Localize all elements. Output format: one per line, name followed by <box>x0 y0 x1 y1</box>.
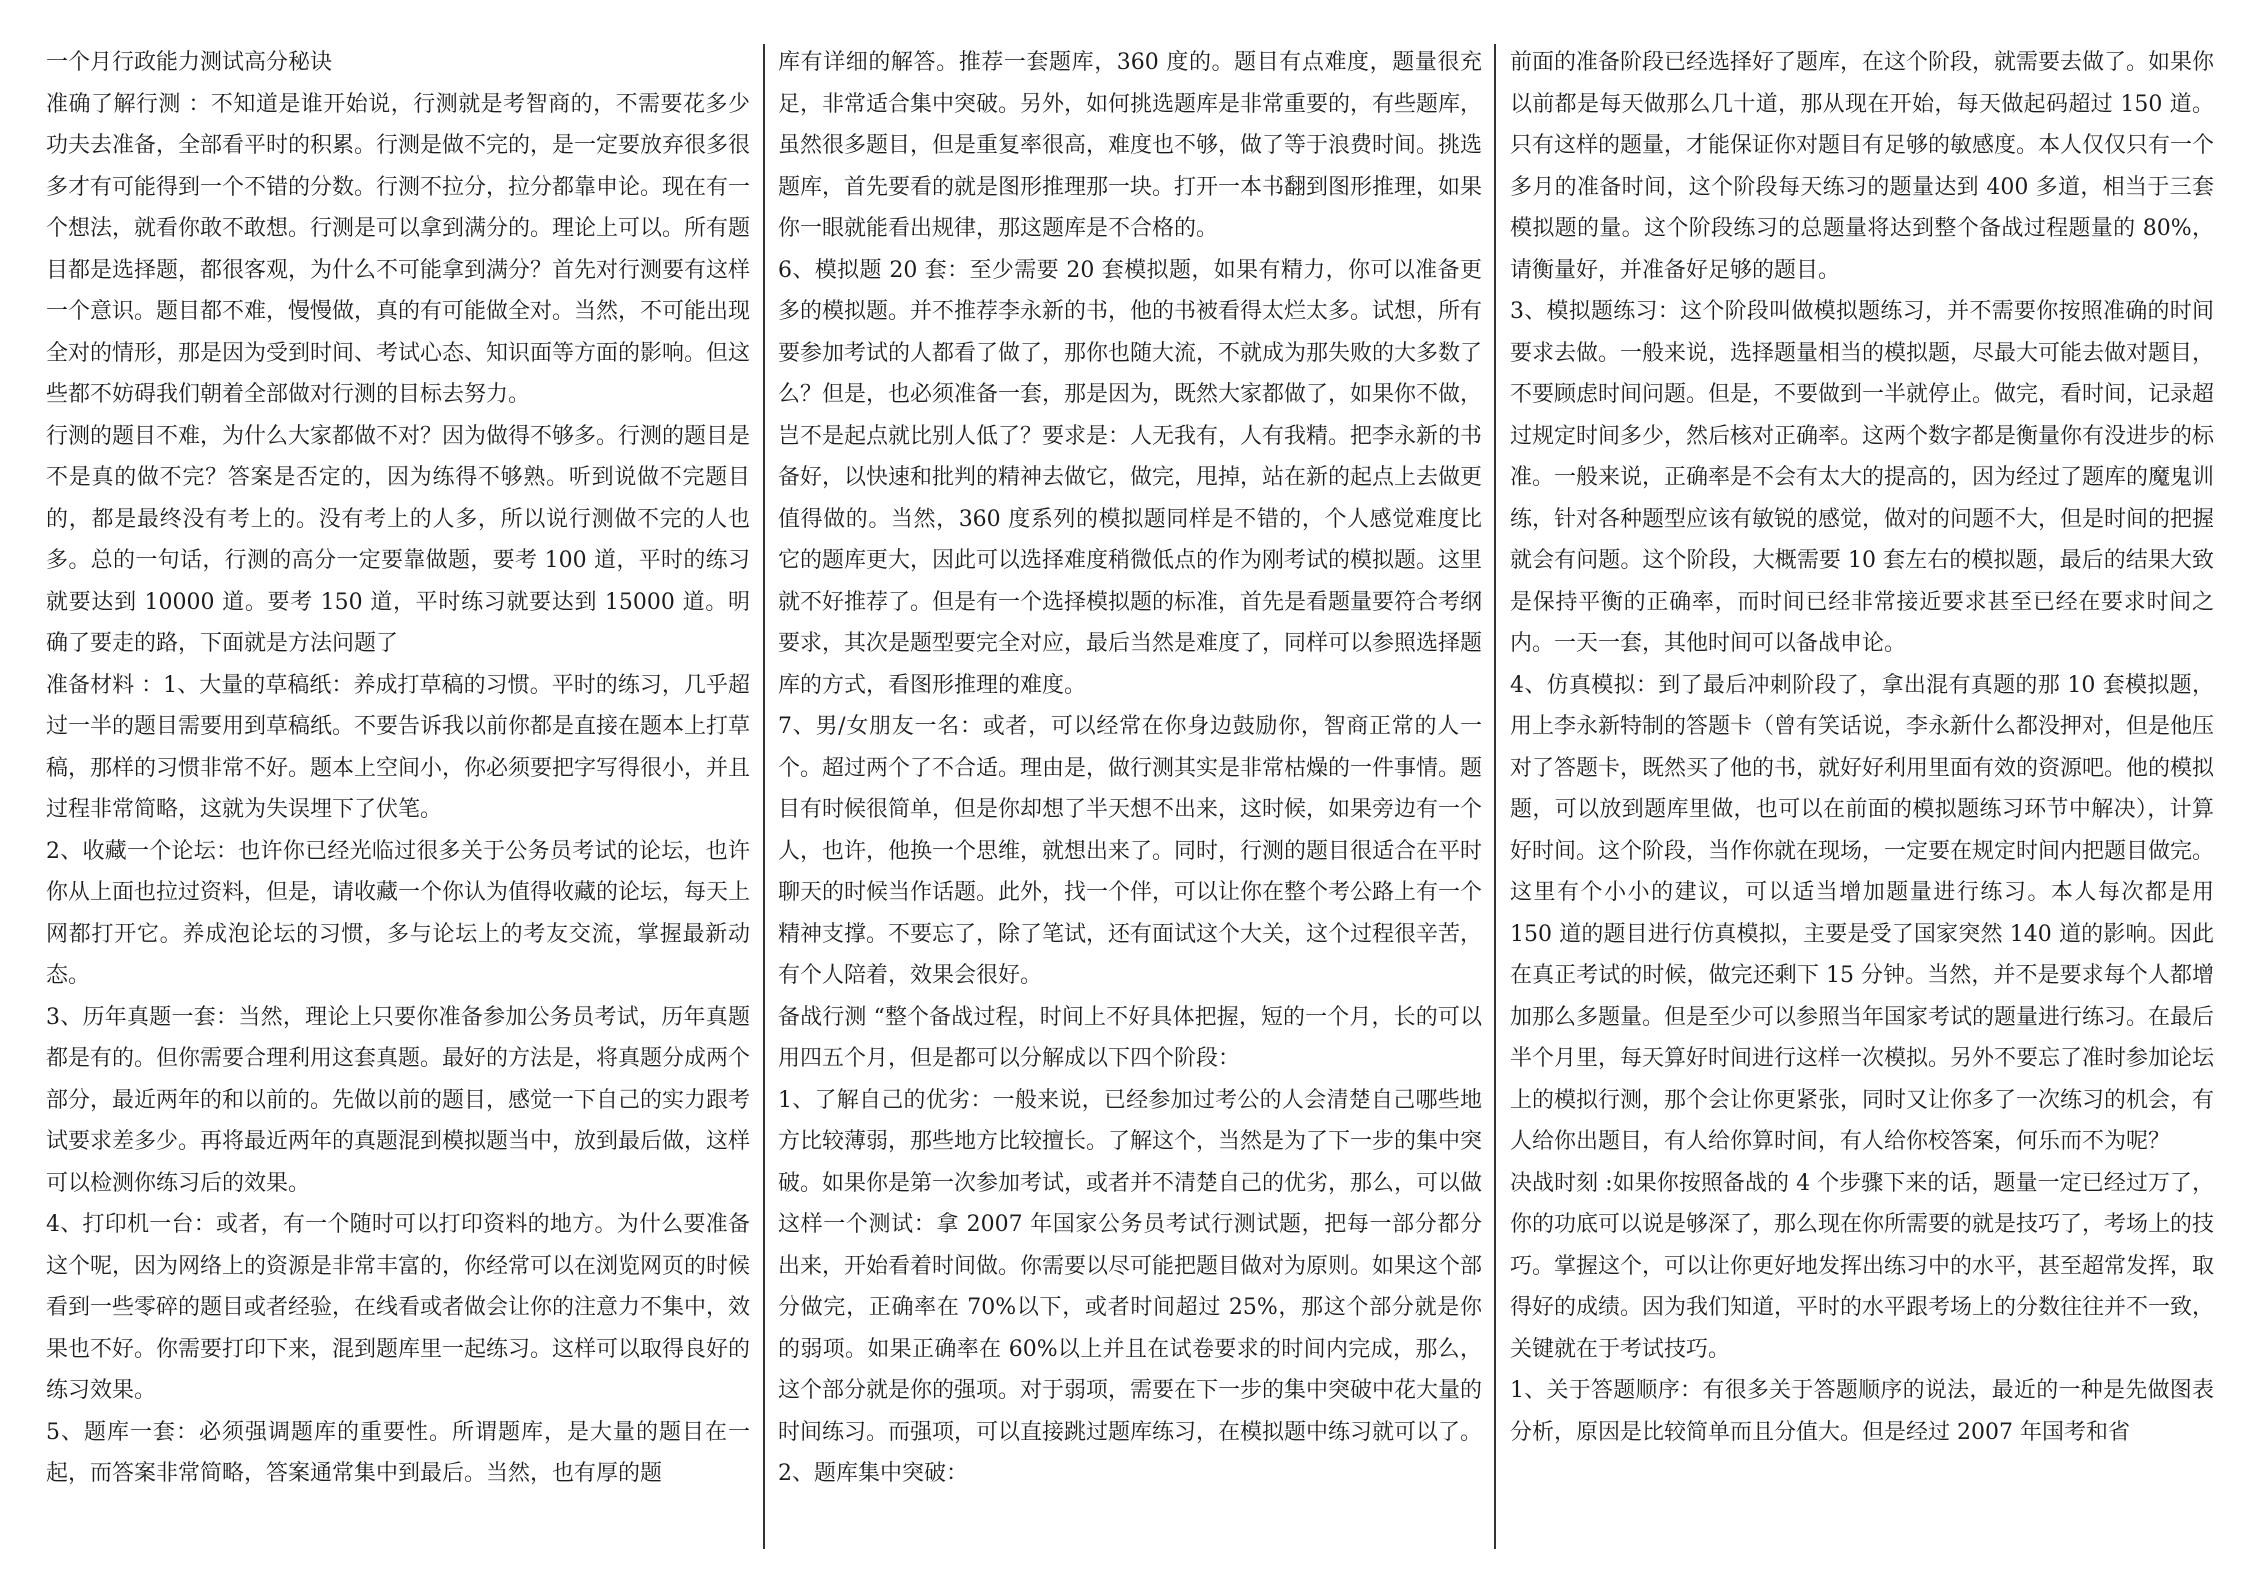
paragraph: 6、模拟题 20 套：至少需要 20 套模拟题，如果有精力，你可以准备更多的模拟题。并不推荐李永新的书，他的书被看得太烂太多。试想，所有要参加考试的人都看了做了，那你也随大流，不就成为那失败的大多数了么？但是，也必须准备一套，那是因为，既然大家都做了，如果你不做，岂不是起点就比别人低了？要求是：人无我有，人有我精。把李永新的书备好，以快速和批判的精神去做它，做完，甩掉，站在新的起点上去做更值得做的。当然，360 度系列的模拟题同样是不错的，个人感觉难度比它的题库更大，因此可以选择难度稍微低点的作为刚考试的模拟题。这里就不好推荐了。但是有一个选择模拟题的标准，首先是看题量要符合考纲要求，其次是题型要完全对应，最后当然是难度了，同样可以参照选择题库的方式，看图形推理的难度。 <box>778 257 1482 698</box>
text-column-2 <box>778 42 1482 1572</box>
text-column-3 <box>1510 42 2214 1572</box>
paragraph: 3、模拟题练习：这个阶段叫做模拟题练习，并不需要你按照准确的时间要求去做。一般来说，选择题量相当的模拟题，尽最大可能去做对题目，不要顾虑时间问题。但是，不要做到一半就停止。做完，看时间，记录超过规定时间多少，然后核对正确率。这两个数字都是衡量你有没进步的标准。一般来说，正确率是不会有太大的提高的，因为经过了题库的魔鬼训练，针对各种题型应该有敏锐的感觉，做对的问题不大，但是时间的把握就会有问题。这个阶段，大概需要 10 套左右的模拟题，最后的结果大致是保持平衡的正确率，而时间已经非常接近要求甚至已经在要求时间之内。一天一套，其他时间可以备战申论。 <box>1510 299 2214 656</box>
paragraph: 5、题库一套：必须强调题库的重要性。所谓题库，是大量的题目在一起，而答案非常简略，答案通常集中到最后。当然，也有厚的题 <box>46 1419 750 1486</box>
column-divider <box>1494 44 1496 1549</box>
paragraph: 前面的准备阶段已经选择好了题库，在这个阶段，就需要去做了。如果你以前都是每天做那么几十道，那从现在开始，每天做起码超过 150 道。只有这样的题量，才能保证你对题目有足够的敏感度。本人仅仅只有一个多月的准备时间，这个阶段每天练习的题量达到 400 多道，相当于三套模拟题的量。这个阶段练习的总题量将达到整个备战过程题量的 80%，请衡量好，并准备好足够的题目。 <box>1510 50 2214 283</box>
paragraph: 1、了解自己的优劣：一般来说，已经参加过考公的人会清楚自己哪些地方比较薄弱，那些地方比较擅长。了解这个，当然是为了下一步的集中突破。如果你是第一次参加考试，或者并不清楚自己的优劣，那么，可以做这样一个测试：拿 2007 年国家公务员考试行测试题，把每一部分都分出来，开始看着时间做。你需要以尽可能把题目做对为原则。如果这个部分做完，正确率在 70%以下，或者时间超过 25%，那这个部分就是你的弱项。如果正确率在 60%以上并且在试卷要求的时间内完成，那么，这个部分就是你的强项。对于弱项，需要在下一步的集中突破中花大量的时间练习。而强项，可以直接跳过题库练习，在模拟题中练习就可以了。2、题库集中突破： <box>778 1087 1482 1486</box>
paragraph: 1、关于答题顺序：有很多关于答题顺序的说法，最近的一种是先做图表分析，原因是比较简单而且分值大。但是经过 2007 年国考和省 <box>1510 1378 2214 1445</box>
paragraph: 库有详细的解答。推荐一套题库，360 度的。题目有点难度，题量很充足，非常适合集中突破。另外，如何挑选题库是非常重要的，有些题库，虽然很多题目，但是重复率很高，难度也不够，做了等于浪费时间。挑选题库，首先要看的就是图形推理那一块。打开一本书翻到图形推理，如果你一眼就能看出规律，那这题库是不合格的。 <box>778 50 1482 241</box>
paragraph: 行测的题目不难，为什么大家都做不对？因为做得不够多。行测的题目是不是真的做不完？答案是否定的，因为练得不够熟。听到说做不完题目的，都是最终没有考上的。没有考上的人多，所以说行测做不完的人也多。总的一句话，行测的高分一定要靠做题，要考 100 道，平时的练习就要达到 10000 道。要考 150 道，平时练习就要达到 15000 道。明确了要走的路，下面就是方法问题了 <box>46 423 750 656</box>
paragraph: 准备材料 ：1、大量的草稿纸：养成打草稿的习惯。平时的练习，几乎超过一半的题目需要用到草稿纸。不要告诉我以前你都是直接在题本上打草稿，那样的习惯非常不好。题本上空间小，你必须要把字写得很小，并且过程非常简略，这就为失误埋下了伏笔。 <box>46 672 750 822</box>
paragraph: 4、仿真模拟：到了最后冲刺阶段了，拿出混有真题的那 10 套模拟题，用上李永新特制的答题卡（曾有笑话说，李永新什么都没押对，但是他压对了答题卡，既然买了他的书，就好好利用里面有效的资源吧。他的模拟题，可以放到题库里做，也可以在前面的模拟题练习环节中解决），计算好时间。这个阶段，当作你就在现场，一定要在规定时间内把题目做完。这里有个小小的建议，可以适当增加题量进行练习。本人每次都是用 150 道的题目进行仿真模拟，主要是受了国家突然 140 道的影响。因此在真正考试的时候，做完还剩下 15 分钟。当然，并不是要求每个人都增加那么多题量。但是至少可以参照当年国家考试的题量进行练习。在最后半个月里，每天算好时间进行这样一次模拟。另外不要忘了准时参加论坛上的模拟行测，那个会让你更紧张，同时又让你多了一次练习的机会，有人给你出题目，有人给你算时间，有人给你校答案，何乐而不为呢？ <box>1510 672 2214 1154</box>
paragraph: 备战行测 “整个备战过程，时间上不好具体把握，短的一个月，长的可以用四五个月，但是都可以分解成以下四个阶段： <box>778 1004 1482 1071</box>
column-divider <box>763 44 765 1549</box>
paragraph: 4、打印机一台：或者，有一个随时可以打印资料的地方。为什么要准备这个呢，因为网络上的资源是非常丰富的，你经常可以在浏览网页的时候看到一些零碎的题目或者经验，在线看或者做会让你的注意力不集中，效果也不好。你需要打印下来，混到题库里一起练习。这样可以取得良好的练习效果。 <box>46 1212 750 1403</box>
paragraph: 准确了解行测 ：不知道是谁开始说，行测就是考智商的，不需要花多少功夫去准备，全部看平时的积累。行测是做不完的，是一定要放弃很多很多才有可能得到一个不错的分数。行测不拉分，拉分都靠申论。现在有一个想法，就看你敢不敢想。行测是可以拿到满分的。理论上可以。所有题目都是选择题，都很客观，为什么不可能拿到满分？首先对行测要有这样一个意识。题目都不难，慢慢做，真的有可能做全对。当然，不可能出现全对的情形，那是因为受到时间、考试心态、知识面等方面的影响。但这些都不妨碍我们朝着全部做对行测的目标去努力。 <box>46 91 750 407</box>
paragraph: 3、历年真题一套：当然，理论上只要你准备参加公务员考试，历年真题都是有的。但你需要合理利用这套真题。最好的方法是，将真题分成两个部分，最近两年的和以前的。先做以前的题目，感觉一下自己的实力跟考试要求差多少。再将最近两年的真题混到模拟题当中，放到最后做，这样可以检测你练习后的效果。 <box>46 1004 750 1196</box>
document-title: 一个月行政能力测试高分秘诀 <box>46 50 333 75</box>
paragraph: 决战时刻 :如果你按照备战的 4 个步骤下来的话，题量一定已经过万了，你的功底可以说是够深了，那么现在你所需要的就是技巧了，考场上的技巧。掌握这个，可以让你更好地发挥出练习中的水平，甚至超常发挥，取得好的成绩。因为我们知道，平时的水平跟考场上的分数往往并不一致，关键就在于考试技巧。 <box>1510 1170 2214 1362</box>
text-column-1 <box>46 42 750 1572</box>
paragraph: 7、男/女朋友一名：或者，可以经常在你身边鼓励你，智商正常的人一个。超过两个了不合适。理由是，做行测其实是非常枯燥的一件事情。题目有时候很简单，但是你却想了半天想不出来，这时候，如果旁边有一个人，也许，他换一个思维，就想出来了。同时，行测的题目很适合在平时聊天的时候当作话题。此外，找一个伴，可以让你在整个考公路上有一个精神支撑。不要忘了，除了笔试，还有面试这个大关，这个过程很辛苦，有个人陪着，效果会很好。 <box>778 714 1482 988</box>
paragraph: 2、收藏一个论坛：也许你已经光临过很多关于公务员考试的论坛，也许你从上面也拉过资料，但是，请收藏一个你认为值得收藏的论坛，每天上网都打开它。养成泡论坛的习惯，多与论坛上的考友交流，掌握最新动态。 <box>46 838 750 988</box>
